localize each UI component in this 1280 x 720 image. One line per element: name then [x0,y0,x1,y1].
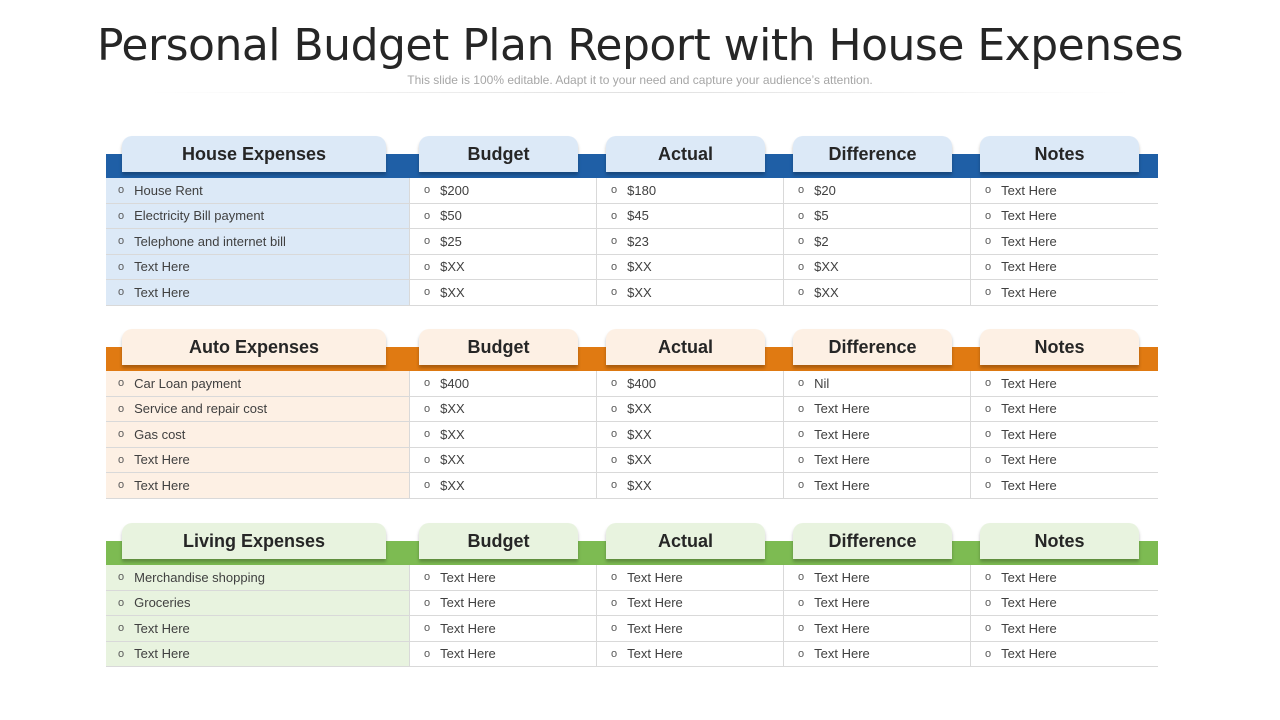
cell-text: Electricity Bill payment [134,208,265,224]
cell-text: $XX [627,284,652,300]
table-row [106,371,1158,397]
column-header-category: Living Expenses [122,523,386,559]
cell-budget [410,473,597,498]
bullet-icon: o [118,209,125,222]
cell-text: $XX [440,477,465,493]
cell-category [106,178,410,203]
cell-notes [971,204,1158,229]
cell-notes [971,229,1158,254]
bullet-icon: o [985,428,992,441]
bullet-icon: o [118,428,125,441]
cell-text: Text Here [814,620,870,636]
cell-difference [784,280,971,305]
table-row [106,473,1158,499]
cell-notes [971,616,1158,641]
table-body [106,178,1158,306]
cell-budget [410,178,597,203]
bullet-icon: o [611,184,618,197]
column-header-actual: Actual [606,136,765,172]
cell-actual [597,229,784,254]
cell-text: House Rent [134,182,203,198]
cell-actual [597,591,784,616]
cell-text: Nil [814,375,830,391]
cell-notes [971,473,1158,498]
bullet-icon: o [424,184,431,197]
cell-difference [784,565,971,590]
bullet-icon: o [424,209,431,222]
bullet-icon: o [424,571,431,584]
expense-table-3 [106,523,1158,667]
bullet-icon: o [118,402,125,415]
bullet-icon: o [985,596,992,609]
cell-text: Merchandise shopping [134,569,265,585]
cell-difference [784,448,971,473]
cell-difference [784,229,971,254]
cell-text: $XX [627,452,652,468]
cell-category [106,204,410,229]
cell-actual [597,473,784,498]
bullet-icon: o [118,184,125,197]
cell-text: $200 [440,182,470,198]
cell-notes [971,422,1158,447]
cell-text: Text Here [814,426,870,442]
cell-text: Text Here [1001,620,1057,636]
bullet-icon: o [611,286,618,299]
cell-text: $50 [440,208,462,224]
cell-difference [784,397,971,422]
cell-text: $XX [440,452,465,468]
cell-notes [971,178,1158,203]
cell-category [106,422,410,447]
table-row [106,616,1158,642]
cell-text: Text Here [814,477,870,493]
column-header-budget: Budget [419,329,578,365]
bullet-icon: o [985,402,992,415]
table-row [106,642,1158,668]
bullet-icon: o [424,453,431,466]
cell-notes [971,280,1158,305]
cell-budget [410,565,597,590]
column-header-difference: Difference [793,136,952,172]
cell-difference [784,591,971,616]
cell-text: Text Here [134,284,190,300]
column-header-notes: Notes [980,136,1139,172]
bullet-icon: o [424,428,431,441]
cell-text: Text Here [1001,595,1057,611]
table-row [106,229,1158,255]
bullet-icon: o [985,453,992,466]
cell-category [106,591,410,616]
table-row [106,255,1158,281]
cell-category [106,473,410,498]
cell-text: Telephone and internet bill [134,233,286,249]
bullet-icon: o [118,596,125,609]
cell-notes [971,565,1158,590]
cell-actual [597,280,784,305]
cell-text: Text Here [1001,284,1057,300]
cell-actual [597,371,784,396]
bullet-icon: o [611,453,618,466]
cell-text: Service and repair cost [134,401,268,417]
bullet-icon: o [985,479,992,492]
bullet-icon: o [985,622,992,635]
cell-text: Text Here [814,569,870,585]
bullet-icon: o [798,184,805,197]
table-row [106,178,1158,204]
cell-difference [784,371,971,396]
bullet-icon: o [118,647,125,660]
bullet-icon: o [424,647,431,660]
bullet-icon: o [424,286,431,299]
bullet-icon: o [798,377,805,390]
expense-table-2 [106,329,1158,499]
cell-notes [971,591,1158,616]
cell-text: $23 [627,233,649,249]
cell-difference [784,204,971,229]
cell-budget [410,255,597,280]
cell-category [106,397,410,422]
table-row [106,280,1158,306]
cell-text: Text Here [814,452,870,468]
cell-actual [597,255,784,280]
cell-text: $XX [627,477,652,493]
bullet-icon: o [798,402,805,415]
cell-notes [971,448,1158,473]
cell-text: $2 [814,233,829,249]
bullet-icon: o [611,235,618,248]
bullet-icon: o [798,647,805,660]
cell-budget [410,616,597,641]
cell-text: $XX [814,284,839,300]
cell-category [106,371,410,396]
cell-text: Text Here [1001,426,1057,442]
cell-text: Text Here [134,259,190,275]
cell-text: Text Here [627,569,683,585]
cell-text: Text Here [1001,477,1057,493]
bullet-icon: o [424,377,431,390]
cell-text: $XX [440,401,465,417]
bullet-icon: o [798,622,805,635]
bullet-icon: o [611,428,618,441]
bullet-icon: o [118,453,125,466]
title-divider [150,92,1130,93]
cell-budget [410,280,597,305]
cell-text: Text Here [627,620,683,636]
slide-title: Personal Budget Plan Report with House Expenses [96,20,1184,71]
bullet-icon: o [798,286,805,299]
bullet-icon: o [118,286,125,299]
bullet-icon: o [798,235,805,248]
table-row [106,565,1158,591]
cell-actual [597,178,784,203]
cell-text: Text Here [1001,208,1057,224]
cell-actual [597,397,784,422]
cell-text: Text Here [440,595,496,611]
bullet-icon: o [611,647,618,660]
cell-text: $5 [814,208,829,224]
column-header-notes: Notes [980,523,1139,559]
cell-difference [784,473,971,498]
bullet-icon: o [611,596,618,609]
cell-notes [971,397,1158,422]
table-row [106,591,1158,617]
bullet-icon: o [985,235,992,248]
bullet-icon: o [118,235,125,248]
bullet-icon: o [118,377,125,390]
bullet-icon: o [798,453,805,466]
cell-text: Text Here [1001,646,1057,662]
cell-text: $XX [814,259,839,275]
cell-difference [784,616,971,641]
cell-text: $20 [814,182,836,198]
cell-text: $XX [627,426,652,442]
bullet-icon: o [798,428,805,441]
cell-actual [597,642,784,667]
cell-text: Text Here [627,646,683,662]
column-header-category: Auto Expenses [122,329,386,365]
cell-text: $400 [440,375,470,391]
table-row [106,397,1158,423]
cell-difference [784,178,971,203]
cell-budget [410,371,597,396]
table-row [106,448,1158,474]
cell-text: $25 [440,233,462,249]
cell-text: Text Here [1001,259,1057,275]
bullet-icon: o [985,571,992,584]
cell-category [106,255,410,280]
bullet-icon: o [985,286,992,299]
cell-budget [410,204,597,229]
cell-notes [971,255,1158,280]
cell-actual [597,448,784,473]
bullet-icon: o [611,479,618,492]
bullet-icon: o [611,209,618,222]
column-header-difference: Difference [793,523,952,559]
bullet-icon: o [118,622,125,635]
column-header-budget: Budget [419,523,578,559]
expense-table-1 [106,136,1158,306]
cell-text: $XX [627,259,652,275]
slide-subtitle: This slide is 100% editable. Adapt it to your need and capture your audience’s attention. [407,73,873,87]
bullet-icon: o [424,596,431,609]
cell-category [106,448,410,473]
bullet-icon: o [611,571,618,584]
cell-text: Text Here [627,595,683,611]
cell-actual [597,204,784,229]
cell-difference [784,255,971,280]
cell-text: Text Here [440,569,496,585]
bullet-icon: o [798,260,805,273]
cell-text: Text Here [134,477,190,493]
cell-text: Text Here [814,646,870,662]
cell-text: Text Here [814,401,870,417]
bullet-icon: o [118,260,125,273]
cell-text: Text Here [1001,182,1057,198]
cell-notes [971,371,1158,396]
bullet-icon: o [424,622,431,635]
cell-text: $XX [440,284,465,300]
column-header-category: House Expenses [122,136,386,172]
column-header-notes: Notes [980,329,1139,365]
cell-category [106,280,410,305]
bullet-icon: o [985,647,992,660]
cell-text: Text Here [134,646,190,662]
cell-difference [784,642,971,667]
cell-text: Text Here [814,595,870,611]
cell-difference [784,422,971,447]
cell-text: Text Here [1001,233,1057,249]
bullet-icon: o [424,479,431,492]
cell-text: Text Here [134,452,190,468]
cell-text: Text Here [440,646,496,662]
bullet-icon: o [798,571,805,584]
cell-text: Text Here [440,620,496,636]
table-row [106,204,1158,230]
column-header-actual: Actual [606,523,765,559]
column-header-difference: Difference [793,329,952,365]
cell-text: $45 [627,208,649,224]
cell-actual [597,616,784,641]
cell-text: Text Here [1001,452,1057,468]
table-body [106,371,1158,499]
cell-text: $180 [627,182,657,198]
cell-actual [597,422,784,447]
bullet-icon: o [118,479,125,492]
cell-category [106,229,410,254]
bullet-icon: o [798,596,805,609]
cell-text: $XX [440,426,465,442]
bullet-icon: o [985,184,992,197]
cell-budget [410,591,597,616]
cell-category [106,642,410,667]
cell-text: Text Here [1001,569,1057,585]
bullet-icon: o [985,260,992,273]
bullet-icon: o [424,260,431,273]
cell-budget [410,229,597,254]
cell-text: $400 [627,375,657,391]
cell-text: Groceries [134,595,191,611]
bullet-icon: o [611,622,618,635]
column-header-budget: Budget [419,136,578,172]
cell-budget [410,422,597,447]
bullet-icon: o [118,571,125,584]
cell-budget [410,642,597,667]
bullet-icon: o [611,402,618,415]
bullet-icon: o [611,260,618,273]
table-body [106,565,1158,667]
cell-category [106,616,410,641]
bullet-icon: o [424,235,431,248]
cell-text: Text Here [1001,401,1057,417]
cell-budget [410,397,597,422]
cell-budget [410,448,597,473]
bullet-icon: o [985,209,992,222]
bullet-icon: o [985,377,992,390]
cell-text: Text Here [134,620,190,636]
cell-text: $XX [440,259,465,275]
cell-text: Car Loan payment [134,375,242,391]
cell-text: Text Here [1001,375,1057,391]
column-header-actual: Actual [606,329,765,365]
cell-category [106,565,410,590]
cell-text: $XX [627,401,652,417]
bullet-icon: o [424,402,431,415]
bullet-icon: o [798,479,805,492]
table-row [106,422,1158,448]
cell-actual [597,565,784,590]
bullet-icon: o [798,209,805,222]
bullet-icon: o [611,377,618,390]
cell-text: Gas cost [134,426,186,442]
cell-notes [971,642,1158,667]
